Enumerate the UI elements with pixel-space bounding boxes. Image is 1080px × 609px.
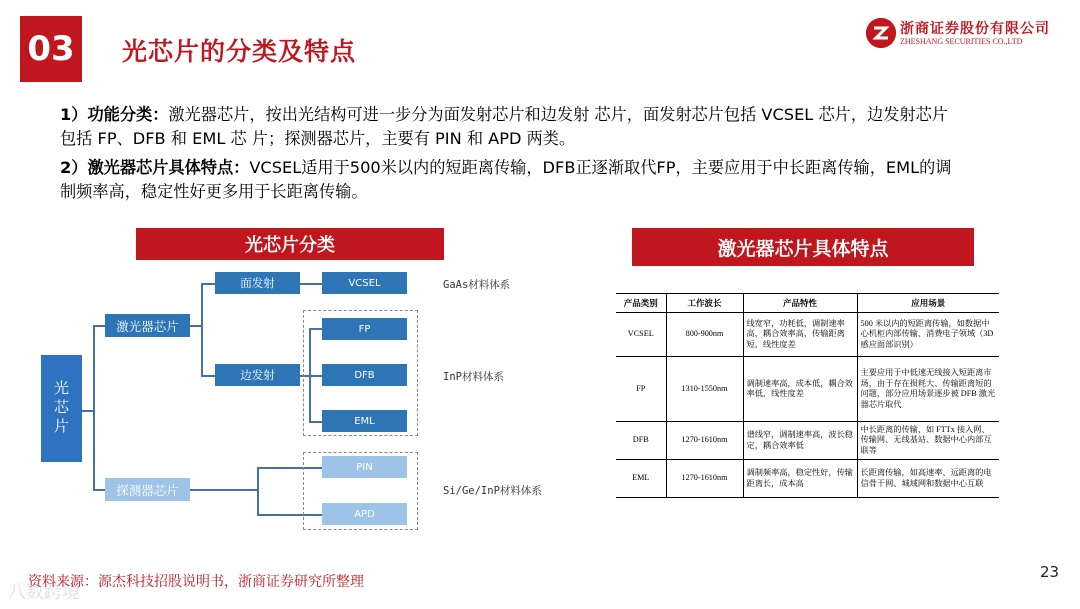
table-cell: DFB (616, 422, 666, 460)
table-cell: 长距离传输，如高速率、远距离的电信骨干网、城域网和数据中心互联 (857, 460, 999, 498)
table-cell: 500 米以内的短距离传输，如数据中心机柜内部传输、消费电子领域（3D 感应面部识别） (857, 313, 999, 357)
table-header-cell: 应用场景 (857, 294, 999, 313)
paragraph-label: 1）功能分类： (60, 105, 169, 124)
tree-node-optical-chip: 光芯片 (41, 355, 82, 462)
tree-node-edge-emitting: 边发射 (215, 364, 300, 386)
watermark: 八数跨境 (8, 582, 80, 603)
logo-en-text: ZHESHANG SECURITIES CO.,LTD (900, 37, 1023, 46)
logo-cn-text: 浙商证券股份有限公司 (900, 21, 1050, 37)
laser-spec-table (616, 293, 999, 498)
tree-node-vcsel: VCSEL (322, 272, 407, 294)
source-note: 资料来源：源杰科技招股说明书，浙商证券研究所整理 (28, 574, 364, 590)
tree-node-dfb: DFB (322, 364, 407, 386)
paragraph-label: 2）激光器芯片具体特点： (60, 158, 250, 177)
table-row (616, 313, 999, 357)
classification-banner: 光芯片分类 (136, 228, 444, 260)
table-cell: 调制速率高，成本低，耦合效率低，线性度差 (743, 357, 857, 422)
table-header-cell: 工作波长 (666, 294, 743, 313)
tree-node-surface-emitting: 面发射 (215, 272, 300, 294)
tree-node-apd: APD (322, 503, 407, 525)
laser-features-banner: 激光器芯片具体特点 (632, 228, 974, 266)
material-label-gaas: GaAs材料体系 (443, 279, 511, 291)
table-header-row (616, 294, 999, 313)
page-title: 光芯片的分类及特点 (122, 37, 357, 66)
paragraph-text: 包括 FP、DFB 和 EML 芯 片；探测器芯片，主要有 PIN 和 APD 两类。 (60, 129, 576, 148)
paragraph-text: VCSEL适用于500米以内的短距离传输，DFB正逐渐取代FP，主要应用于中长距离传输，EML的调 (249, 158, 952, 177)
tree-node-detector-chip: 探测器芯片 (105, 478, 190, 501)
material-label-inp: InP材料体系 (443, 371, 504, 383)
tree-node-pin: PIN (322, 456, 407, 478)
table-cell: EML (616, 460, 666, 498)
table-cell: 800-900nm (666, 313, 743, 357)
tree-node-laser-chip: 激光器芯片 (105, 314, 190, 337)
tree-node-fp: FP (322, 318, 407, 340)
page-number: 23 (1040, 563, 1060, 581)
table-cell: FP (616, 357, 666, 422)
table-row (616, 357, 999, 422)
table-row (616, 422, 999, 460)
table-cell: 谱线窄，调制速率高，波长稳定，耦合效率低 (743, 422, 857, 460)
section-number-badge: 03 (20, 16, 82, 82)
table-header-cell: 产品类别 (616, 294, 666, 313)
material-label-sige: Si/Ge/InP材料体系 (443, 485, 542, 497)
table-cell: 1270-1610nm (666, 422, 743, 460)
paragraph-text: 激光器芯片，按出光结构可进一步分为面发射芯片和边发射 芯片，面发射芯片包括 VCSEL 芯片，边发射芯片 (168, 105, 948, 124)
paragraph-text: 制频率高，稳定性好更多用于长距离传输。 (60, 182, 368, 201)
table-cell: 1310-1550nm (666, 357, 743, 422)
tree-node-eml: EML (322, 410, 407, 432)
table-header-cell: 产品特性 (743, 294, 857, 313)
table-cell: 中长距离的传输，如 FTTx 接入网、传输网、无线基站、数据中心内部互联等 (857, 422, 999, 460)
table-cell: 线宽窄，功耗低，调制速率高，耦合效率高，传输距离短，线性度差 (743, 313, 857, 357)
table-cell: VCSEL (616, 313, 666, 357)
table-row (616, 460, 999, 498)
table-cell: 调制频率高，稳定性好，传输距离长，成本高 (743, 460, 857, 498)
table-cell: 1270-1610nm (666, 460, 743, 498)
table-cell: 主要应用于中低速无线接入短距离市场，由于存在损耗大、传输距离短的问题，部分应用场景逐步被 DFB 激光器芯片取代 (857, 357, 999, 422)
